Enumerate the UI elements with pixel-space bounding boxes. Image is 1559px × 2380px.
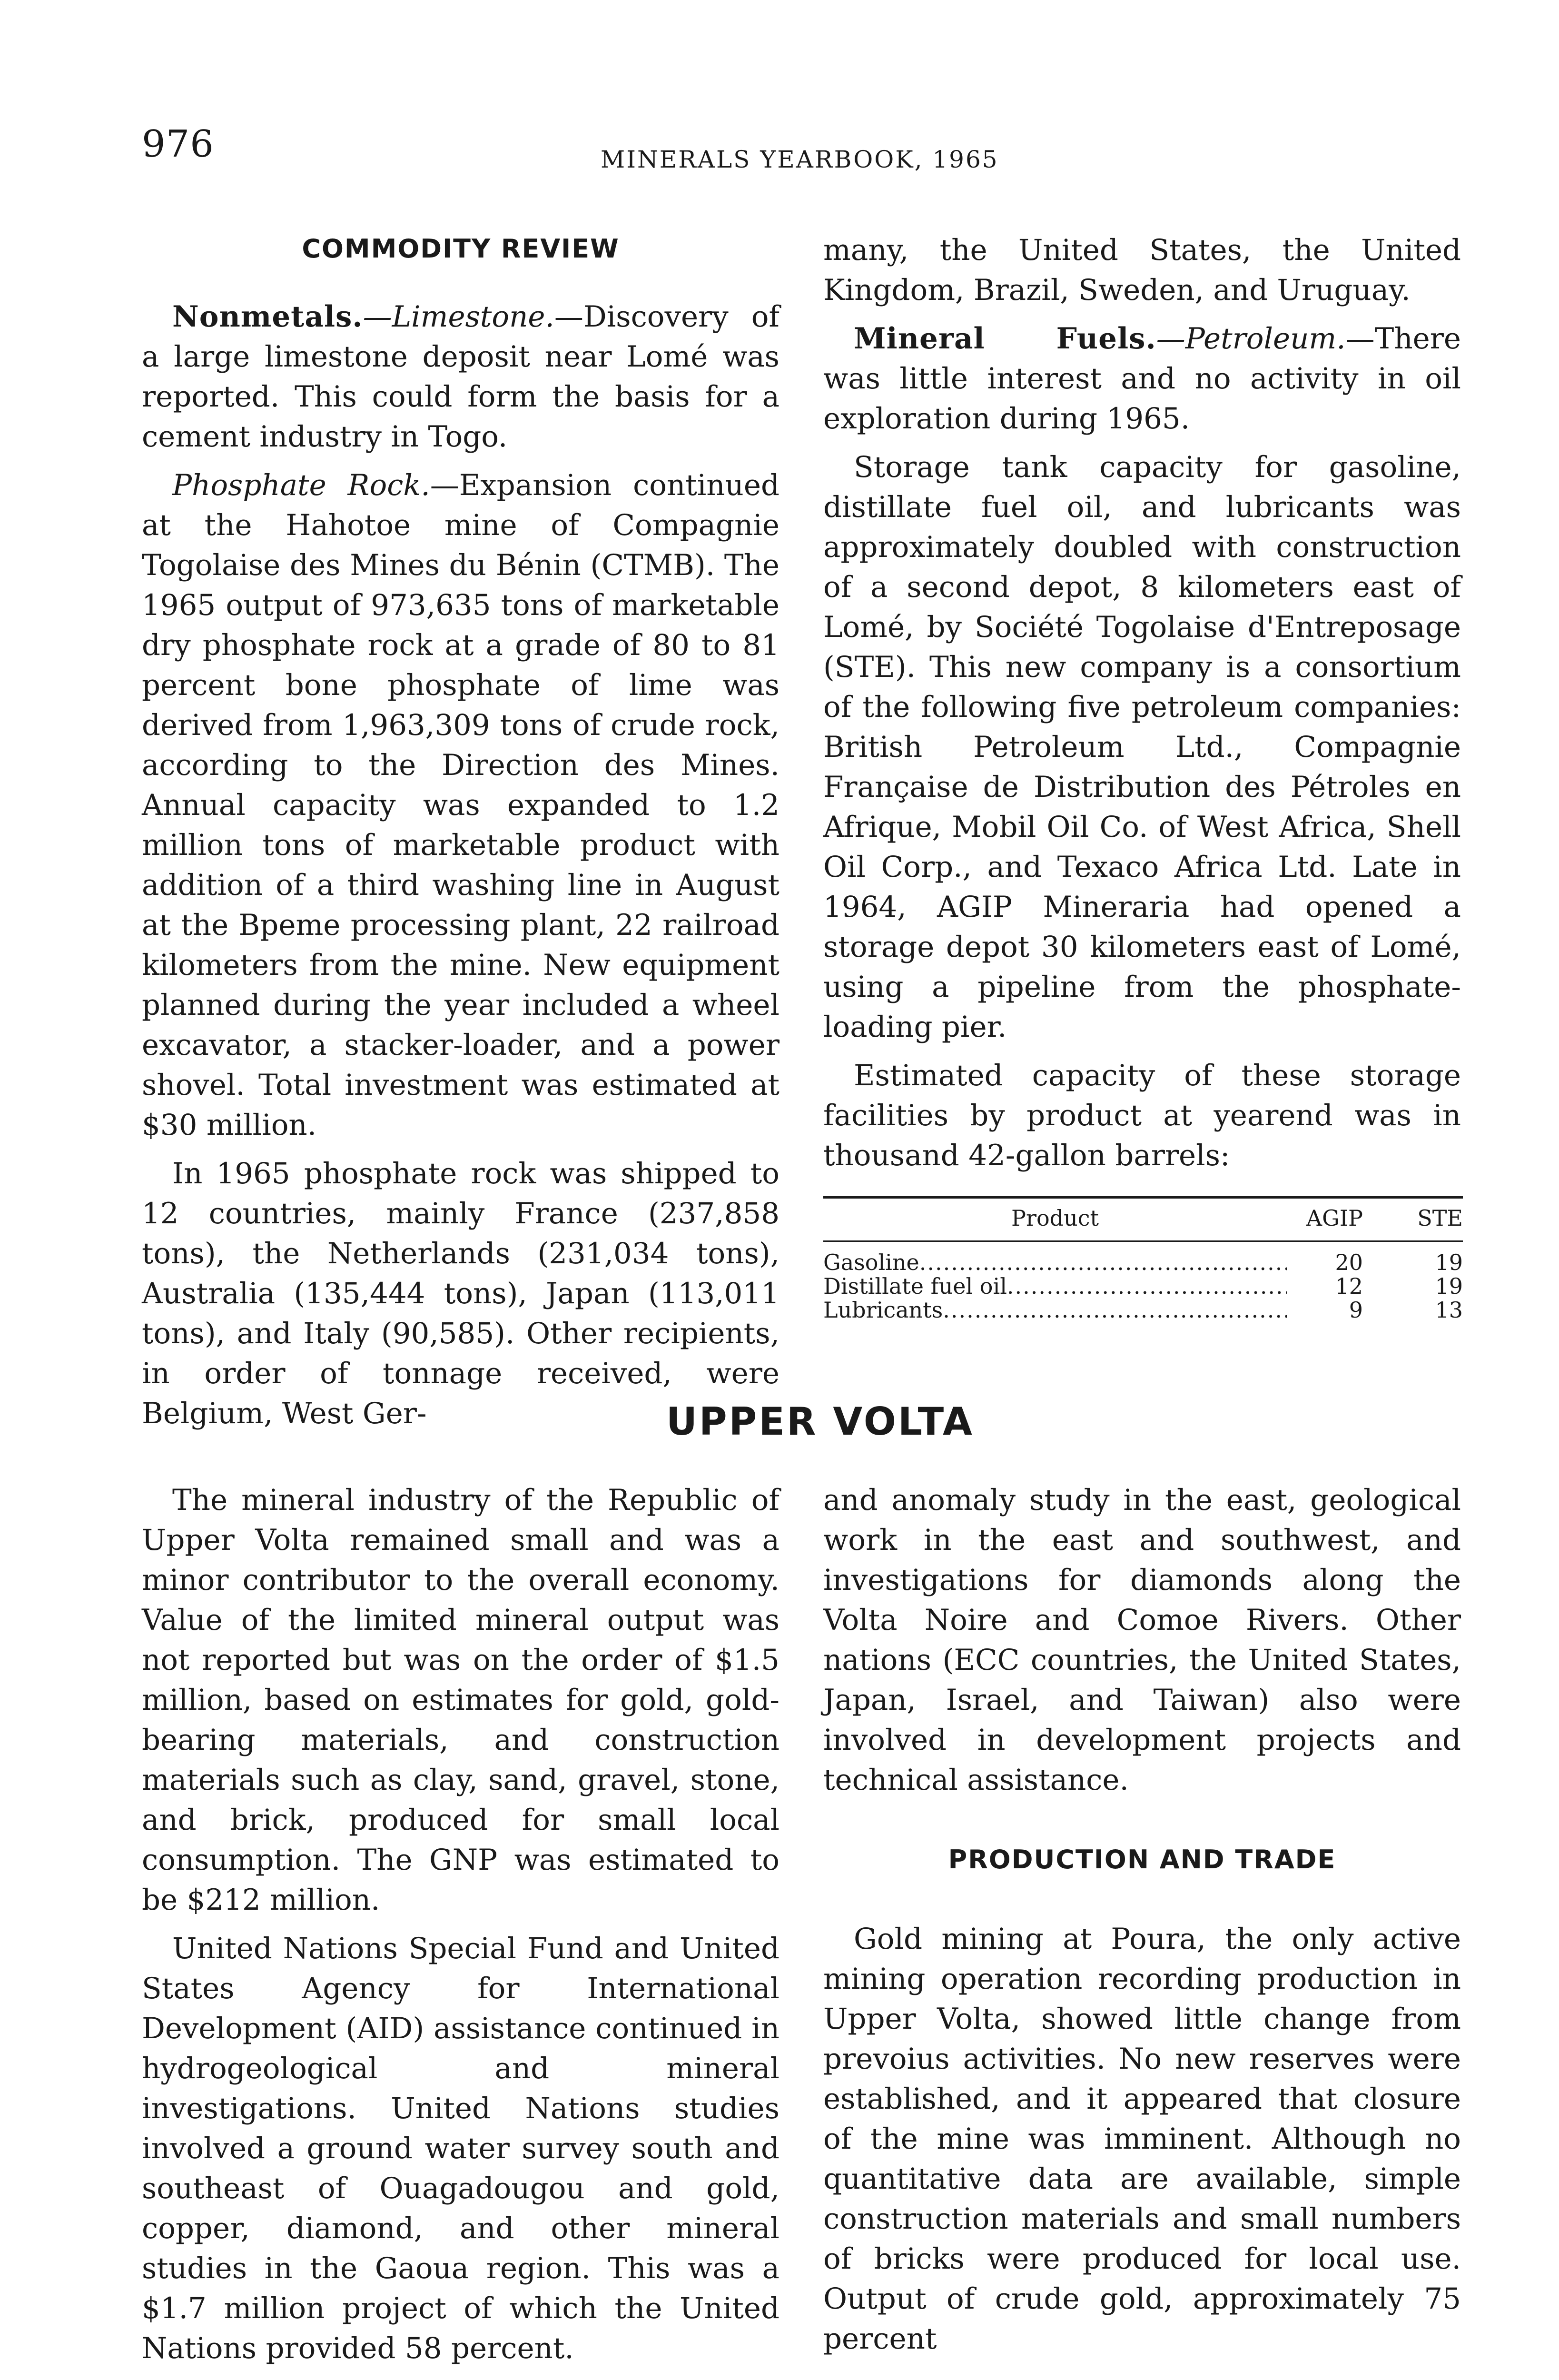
- row-agip: 12: [1335, 1273, 1363, 1299]
- header-ste: STE: [1417, 1205, 1463, 1231]
- upper-volta-title: UPPER VOLTA: [666, 1399, 974, 1444]
- header-product: Product: [1011, 1205, 1099, 1231]
- limestone-subhead: —Limestone.: [363, 300, 554, 334]
- capacity-intro-paragraph: Estimated capacity of these storage facilities by product at yearend was in thousand 42-gallon barrels:: [823, 1059, 1461, 1172]
- limestone-paragraph: [142, 297, 780, 457]
- table-row: [823, 1274, 1463, 1298]
- header-agip: AGIP: [1306, 1205, 1363, 1231]
- upper-volta-right-column: [823, 1480, 1461, 2368]
- phosphate-text: —Expansion continued at the Hahotoe mine of Compagnie Togolaise des Mines du Bénin (CTMB). The 1965 output of 973,635 tons of marketable dry phosphate rock at a grade of 80 to 81 percent bone phosphate of lime was derived from 1,963,309 tons of crude rock, according to the Direction des Mines. Annual capacity was expanded to 1.2 million tons of marketable product with addition of a third washing line in August at the Bpeme processing plant, 22 railroad kilometers from the mine. New equipment planned during the year included a wheel excavator, a stacker-loader, and a power shovel. Total investment was estimated at $30 million.: [142, 468, 780, 1142]
- row-agip: 20: [1335, 1250, 1363, 1275]
- gold-mining-paragraph: Gold mining at Poura, the only active mining operation recording production in Upper Volta, showed little change from prevoius activities. No new reserves were established, and it appeared that closure of the mine was imminent. Although no quantitative data are available, simple construction materials and small numbers of bricks were produced for local use. Output of crude gold, approximately 75 percent: [823, 1922, 1461, 2356]
- nonmetals-run-head: Nonmetals.: [172, 300, 363, 334]
- phosphate-paragraph: [142, 466, 780, 1145]
- row-product: Gasoline .....: [823, 1250, 1287, 1274]
- production-trade-heading: PRODUCTION AND TRADE: [948, 1844, 1336, 1874]
- row-product: Distillate fuel oil .....: [823, 1274, 1287, 1298]
- table-row: [823, 1298, 1463, 1322]
- brgm-paragraph-continued: and anomaly study in the east, geological work in the east and southwest, and investigations for diamonds along the Volta Noire and Comoe Rivers. Other nations (ECC countries, the United States, Japan, Israel, and Taiwan) also were involved in development projects and technical assistance.: [823, 1483, 1461, 1797]
- row-product: Lubricants .....: [823, 1298, 1287, 1322]
- row-agip: 9: [1349, 1297, 1363, 1323]
- table-header-row: [823, 1199, 1463, 1240]
- upper-volta-left-column: [142, 1480, 780, 2380]
- table-row: [823, 1250, 1463, 1274]
- togo-right-column: [823, 230, 1461, 1184]
- phosphate-exports-paragraph: In 1965 phosphate rock was shipped to 12 countries, mainly France (237,858 tons), the Netherlands (231,034 tons), Australia (135,444 tons), Japan (113,011 tons), and Italy (90,585). Other recipients, in order of tonnage received, were Belgium, West Ger-: [142, 1157, 780, 1430]
- limestone-text: —Discovery of a large limestone deposit near Lomé was reported. This could form the basis for a cement industry in Togo.: [142, 300, 780, 454]
- togo-left-column: [142, 232, 780, 1442]
- petroleum-paragraph: [823, 319, 1461, 439]
- commodity-review-heading: COMMODITY REVIEW: [302, 234, 620, 264]
- un-aid-paragraph: United Nations Special Fund and United States Agency for International Development (AID) assistance continued in hydrogeological and mineral investigations. United Nations studies involved a ground water survey south and southeast of Ouagadougou and gold, copper, diamond, and other mineral studies in the Gaoua region. This was a $1.7 million project of which the United Nations provided 58 percent.: [142, 1932, 780, 2365]
- table-body: [823, 1242, 1463, 1322]
- storage-paragraph: Storage tank capacity for gasoline, distillate fuel oil, and lubricants was approximately doubled with construction of a second depot, 8 kilometers east of Lomé, by Société Togolaise d'Entreposage (STE). This new company is a consortium of the following five petroleum companies: British Petroleum Ltd., Compagnie Française de Distribution des Pétroles en Afrique, Mobil Oil Co. of West Africa, Shell Oil Corp., and Texaco Africa Ltd. Late in 1964, AGIP Mineraria had opened a storage depot 30 kilometers east of Lomé, using a pipeline from the phosphate-loading pier.: [823, 450, 1461, 1044]
- petroleum-text: —There was little interest and no activity in oil exploration during 1965.: [823, 322, 1461, 436]
- row-ste: 19: [1435, 1273, 1463, 1299]
- petroleum-subhead: —Petroleum.: [1156, 322, 1346, 356]
- row-ste: 13: [1435, 1297, 1463, 1323]
- upper-volta-intro-paragraph: The mineral industry of the Republic of Upper Volta remained small and was a minor contributor to the overall economy. Value of the limited mineral output was not reported but was on the order of $1.5 million, based on estimates for gold, gold-bearing materials, and construction materials such as clay, sand, gravel, stone, and brick, produced for small local consumption. The GNP was estimated to be $212 million.: [142, 1483, 780, 1917]
- running-title: MINERALS YEARBOOK, 1965: [601, 146, 999, 173]
- phosphate-subhead: Phosphate Rock.: [172, 468, 430, 502]
- row-ste: 19: [1435, 1250, 1463, 1275]
- storage-capacity-table: [823, 1196, 1463, 1322]
- mineral-fuels-run-head: Mineral Fuels.: [854, 322, 1156, 356]
- brgm-paragraph: [142, 2377, 780, 2380]
- phosphate-exports-continued: many, the United States, the United Kingdom, Brazil, Sweden, and Uruguay.: [823, 233, 1461, 307]
- page-number: 976: [142, 123, 214, 166]
